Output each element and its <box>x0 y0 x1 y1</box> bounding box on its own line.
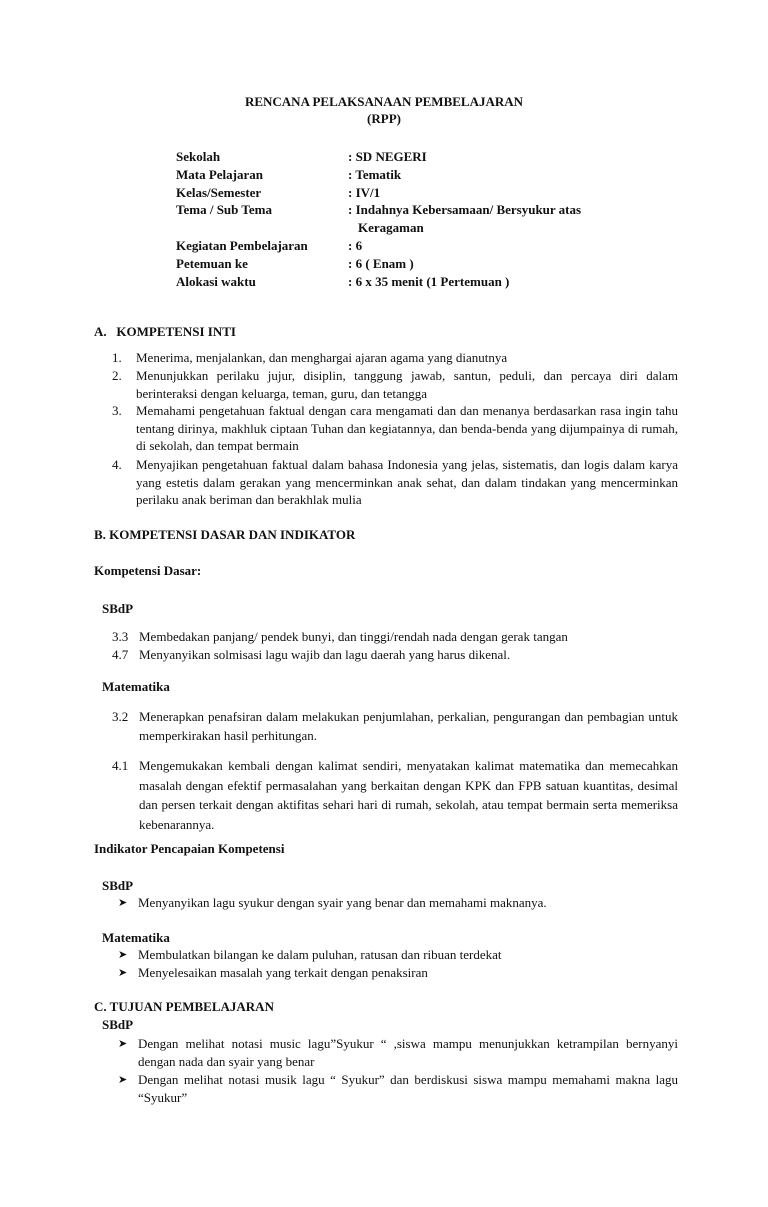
kd-text: Mengemukakan kembali dengan kalimat sendiri, menyatakan kalimat matematika dan memecahkan masalah dengan efektif permasalahan yang berkaitan dengan KPK dan FPB satuan kuantitas, desimal dan persen terkait dengan aktifitas sehari hari di rumah, sekolah, atau tempat bermain serta memeriksa kebenarannya. <box>139 758 678 832</box>
tujuan-bullet-item <box>118 1071 678 1106</box>
document-title: RENCANA PELAKSANAAN PEMBELAJARAN <box>244 94 524 109</box>
ipk-bullet-item <box>118 964 678 982</box>
info-label-kegiatan: Kegiatan Pembelajaran <box>176 238 308 253</box>
ipk-bullet-item <box>118 894 678 912</box>
kd-number: 3.3 <box>112 629 129 644</box>
info-value-sekolah: : SD NEGERI <box>348 149 427 164</box>
arrow-bullet-icon: ➤ <box>118 966 128 979</box>
info-value-alokasi: : 6 x 35 menit (1 Pertemuan ) <box>348 274 510 289</box>
ki-number: 1. <box>112 350 122 365</box>
info-label-kelas-semester: Kelas/Semester <box>176 185 262 200</box>
info-value-kegiatan: : 6 <box>348 238 363 253</box>
ipk-text: Membulatkan bilangan ke dalam puluhan, ratusan dan ribuan terdekat <box>138 947 502 962</box>
ki-number: 4. <box>112 457 122 472</box>
info-label-sekolah: Sekolah <box>176 149 221 164</box>
kd-item <box>112 628 678 646</box>
info-value-tema-cont: Keragaman <box>358 220 424 235</box>
section-b-heading: B. KOMPETENSI DASAR DAN INDIKATOR <box>94 527 356 542</box>
kd-text: Menerapkan penafsiran dalam melakukan penjumlahan, perkalian, pengurangan dan pembagian untuk memperkirakan hasil perhitungan. <box>139 709 678 743</box>
ki-number: 2. <box>112 368 122 383</box>
kd-item <box>112 707 678 745</box>
ipk-text: Menyanyikan lagu syukur dengan syair yang benar dan memahami maknanya. <box>138 895 547 910</box>
ki-text: Menyajikan pengetahuan faktual dalam bahasa Indonesia yang jelas, sistematis, dan logis dalam karya yang estetis dalam gerakan yang mencerminkan anak sehat, dan dalam tindakan yang mencerminkan perilaku anak beriman dan berakhlak mulia <box>136 457 678 507</box>
kd-heading: Kompetensi Dasar: <box>94 563 202 578</box>
kd-item <box>112 646 678 664</box>
ki-text: Menunjukkan perilaku jujur, disiplin, tanggung jawab, santun, peduli, dan percaya diri dalam berinteraksi dengan keluarga, teman, guru, dan tetangga <box>136 368 678 401</box>
info-value-mata-pelajaran: : Tematik <box>348 167 402 182</box>
info-label-mata-pelajaran: Mata Pelajaran <box>176 167 264 182</box>
section-a-heading: A. KOMPETENSI INTI <box>94 324 236 339</box>
ki-text: Memahami pengetahuan faktual dengan cara mengamati dan dan menanya berdasarkan rasa ingin tahu tentang dirinya, makhluk ciptaan Tuhan dan kegiatannya, dan benda-benda yang dijumpainya di rumah, di sekolah, dan tempat bermain <box>136 403 678 453</box>
ki-text: Menerima, menjalankan, dan menghargai ajaran agama yang dianutnya <box>136 350 508 365</box>
ki-item <box>112 402 678 455</box>
arrow-bullet-icon: ➤ <box>118 896 128 909</box>
tujuan-text: Dengan melihat notasi music lagu”Syukur “ ,siswa mampu menunjukkan ketrampilan bernyanyi dengan nada dan syair yang benar <box>138 1036 678 1069</box>
document-subtitle: (RPP) <box>367 111 401 126</box>
tujuan-bullet-item <box>118 1035 678 1070</box>
ipk-matematika-label: Matematika <box>102 930 170 945</box>
kd-number: 4.1 <box>112 758 129 773</box>
arrow-bullet-icon: ➤ <box>118 1073 128 1086</box>
ipk-bullet-item <box>118 946 678 964</box>
ipk-heading: Indikator Pencapaian Kompetensi <box>94 841 285 856</box>
info-value-kelas-semester: : IV/1 <box>348 185 381 200</box>
kd-item <box>112 756 678 834</box>
kd-text: Menyanyikan solmisasi lagu wajib dan lagu daerah yang harus dikenal. <box>139 647 511 662</box>
info-label-petemuan: Petemuan ke <box>176 256 248 271</box>
arrow-bullet-icon: ➤ <box>118 948 128 961</box>
ki-item <box>112 349 678 367</box>
info-value-petemuan: : 6 ( Enam ) <box>348 256 414 271</box>
ki-item <box>112 456 678 509</box>
arrow-bullet-icon: ➤ <box>118 1037 128 1050</box>
kd-text: Membedakan panjang/ pendek bunyi, dan tinggi/rendah nada dengan gerak tangan <box>139 629 568 644</box>
kd-number: 3.2 <box>112 709 129 724</box>
kd-number: 4.7 <box>112 647 129 662</box>
ipk-text: Menyelesaikan masalah yang terkait dengan penaksiran <box>138 965 428 980</box>
info-label-tema: Tema / Sub Tema <box>176 202 272 217</box>
kd-matematika-label: Matematika <box>102 679 170 694</box>
tujuan-sbdp-label: SBdP <box>102 1017 134 1032</box>
kd-sbdp-label: SBdP <box>102 601 134 616</box>
info-label-alokasi: Alokasi waktu <box>176 274 256 289</box>
tujuan-text: Dengan melihat notasi musik lagu “ Syukur” dan berdiskusi siswa mampu memahami makna lagu “Syukur” <box>138 1072 678 1105</box>
section-c-heading: C. TUJUAN PEMBELAJARAN <box>94 999 274 1014</box>
ipk-sbdp-label: SBdP <box>102 878 134 893</box>
ki-item <box>112 367 678 402</box>
ki-number: 3. <box>112 403 122 418</box>
info-value-tema: : Indahnya Kebersamaan/ Bersyukur atas <box>348 202 582 217</box>
